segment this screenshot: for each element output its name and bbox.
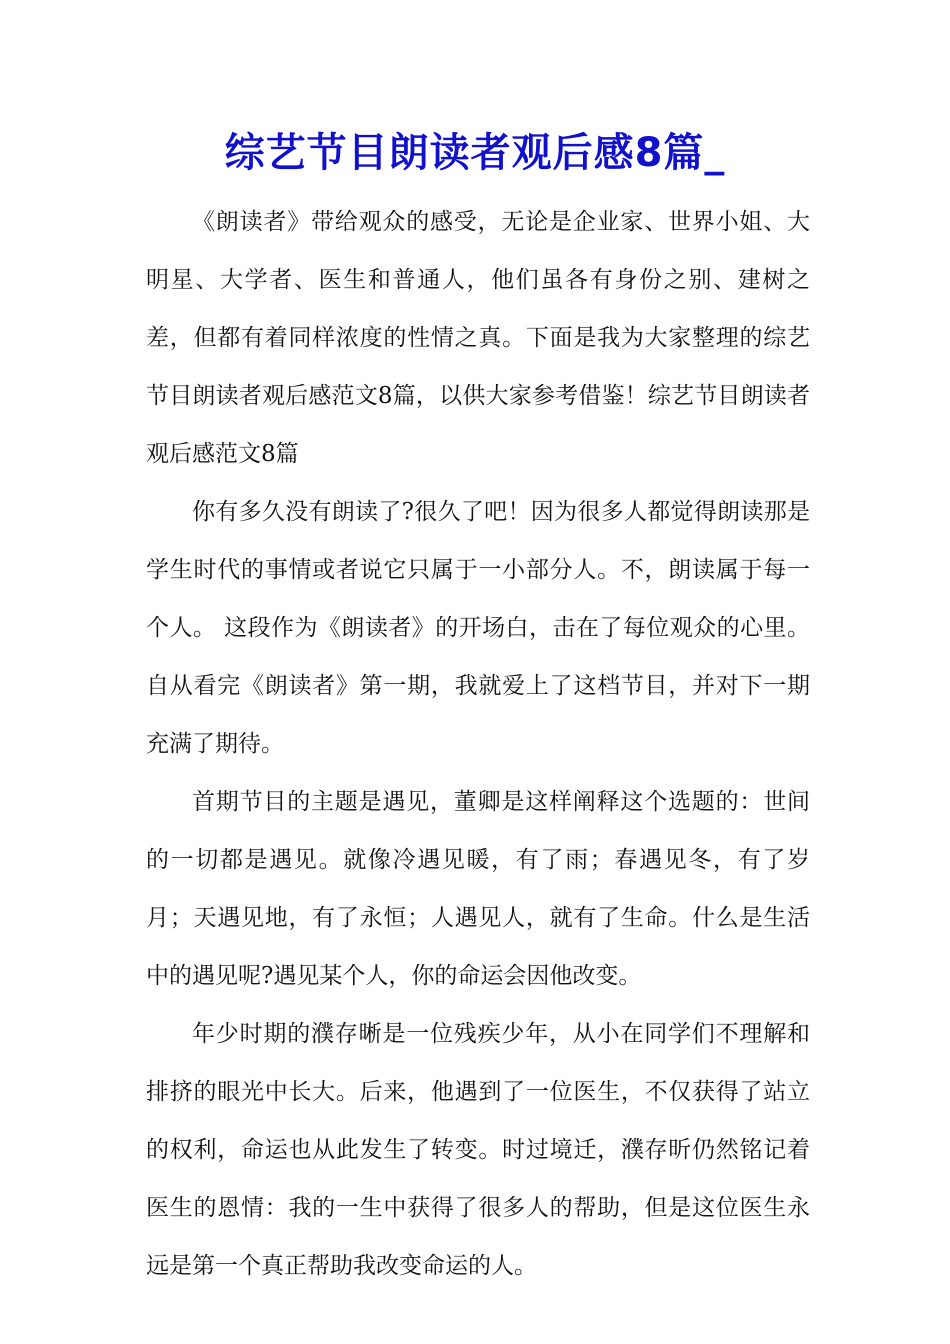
paragraph-pu-cunxin: 年少时期的濮存晰是一位残疾少年，从小在同学们不理解和排挤的眼光中长大。后来，他遇到了一位医生，不仅获得了站立的权利，命运也从此发生了转变。时过境迁，濮存昕仍然铭记着医生的恩情：我的一生中获得了很多人的帮助，但是这位医生永远是第一个真正帮助我改变命运的人。 [146,1021,810,1279]
document-title: 综艺节目朗读者观后感8篇_ [224,130,726,176]
paragraph-intro: 《朗读者》带给观众的感受，无论是企业家、世界小姐、大明星、大学者、医生和普通人，他们虽各有身份之别、建树之差，但都有着同样浓度的性情之真。下面是我为大家整理的综艺节目朗读者观后感范文8篇，以供大家参考借鉴！综艺节目朗读者观后感范文8篇 [146,209,810,467]
paragraph-reading: 你有多久没有朗读了?很久了吧！因为很多人都觉得朗读那是学生时代的事情或者说它只属于一小部分人。不，朗读属于每一个人。 这段作为《朗读者》的开场白，击在了每位观众的心里。自从看完《朗读者》第一期，我就爱上了这档节目，并对下一期充满了期待。 [146,499,810,757]
paragraph-encounter: 首期节目的主题是遇见，董卿是这样阐释这个选题的：世间的一切都是遇见。就像冷遇见暖，有了雨；春遇见冬，有了岁月；天遇见地，有了永恒；人遇见人，就有了生命。什么是生活中的遇见呢?遇见某个人，你的命运会因他改变。 [146,789,810,989]
document-body [146,193,810,1295]
